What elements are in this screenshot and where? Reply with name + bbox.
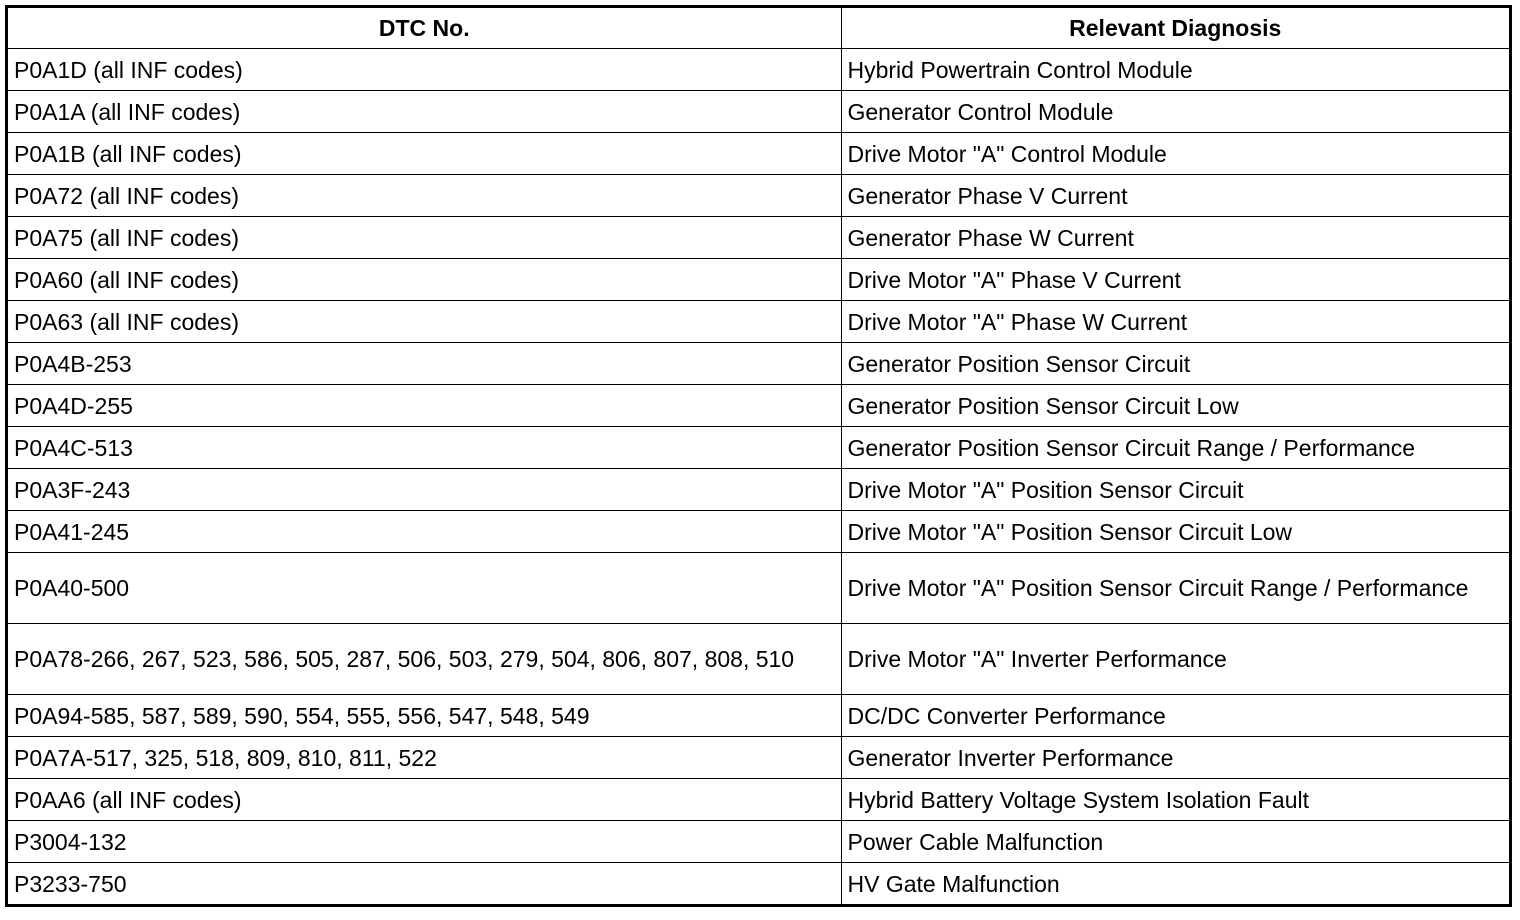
diagnosis-cell: Drive Motor "A" Position Sensor Circuit Range / Performance (841, 553, 1509, 624)
dtc-code-cell: P0A4B-253 (8, 343, 841, 385)
dtc-code-cell: P0A7A-517, 325, 518, 809, 810, 811, 522 (8, 737, 841, 779)
dtc-code-cell: P3233-750 (8, 863, 841, 905)
diagnosis-cell: Generator Position Sensor Circuit Range / Performance (841, 427, 1509, 469)
dtc-code-cell: P0A78-266, 267, 523, 586, 505, 287, 506, 503, 279, 504, 806, 807, 808, 510 (8, 624, 841, 695)
dtc-code-cell: P3004-132 (8, 821, 841, 863)
dtc-code-cell: P0A41-245 (8, 511, 841, 553)
table-row (8, 511, 1509, 553)
table-row (8, 779, 1509, 821)
diagnosis-cell: Generator Phase W Current (841, 217, 1509, 259)
dtc-code-cell: P0A60 (all INF codes) (8, 259, 841, 301)
table-row (8, 385, 1509, 427)
table-row (8, 737, 1509, 779)
table-row (8, 427, 1509, 469)
diagnosis-cell: Drive Motor "A" Phase W Current (841, 301, 1509, 343)
table-row (8, 175, 1509, 217)
dtc-table-container (5, 5, 1512, 907)
dtc-code-cell: P0A4C-513 (8, 427, 841, 469)
table-row (8, 343, 1509, 385)
header-relevant-diagnosis: Relevant Diagnosis (841, 8, 1509, 49)
dtc-code-cell: P0A72 (all INF codes) (8, 175, 841, 217)
header-dtc-no: DTC No. (8, 8, 841, 49)
dtc-code-cell: P0A4D-255 (8, 385, 841, 427)
table-row (8, 259, 1509, 301)
diagnosis-cell: Drive Motor "A" Inverter Performance (841, 624, 1509, 695)
diagnosis-cell: DC/DC Converter Performance (841, 695, 1509, 737)
table-row (8, 49, 1509, 91)
table-row (8, 469, 1509, 511)
dtc-code-cell: P0A40-500 (8, 553, 841, 624)
dtc-code-cell: P0A1D (all INF codes) (8, 49, 841, 91)
table-row (8, 91, 1509, 133)
diagnosis-cell: Hybrid Powertrain Control Module (841, 49, 1509, 91)
table-row (8, 624, 1509, 695)
diagnosis-cell: Generator Phase V Current (841, 175, 1509, 217)
table-row (8, 863, 1509, 905)
diagnosis-cell: Drive Motor "A" Phase V Current (841, 259, 1509, 301)
dtc-code-cell: P0A63 (all INF codes) (8, 301, 841, 343)
table-row (8, 217, 1509, 259)
diagnosis-cell: Power Cable Malfunction (841, 821, 1509, 863)
diagnosis-cell: Generator Position Sensor Circuit Low (841, 385, 1509, 427)
diagnosis-cell: Drive Motor "A" Control Module (841, 133, 1509, 175)
dtc-code-cell: P0AA6 (all INF codes) (8, 779, 841, 821)
table-header-row (8, 8, 1509, 49)
diagnosis-cell: Generator Control Module (841, 91, 1509, 133)
dtc-code-cell: P0A1B (all INF codes) (8, 133, 841, 175)
table-row (8, 301, 1509, 343)
table-row (8, 133, 1509, 175)
dtc-table (8, 8, 1509, 904)
dtc-code-cell: P0A94-585, 587, 589, 590, 554, 555, 556, 547, 548, 549 (8, 695, 841, 737)
diagnosis-cell: Generator Inverter Performance (841, 737, 1509, 779)
diagnosis-cell: Drive Motor "A" Position Sensor Circuit Low (841, 511, 1509, 553)
diagnosis-cell: Generator Position Sensor Circuit (841, 343, 1509, 385)
diagnosis-cell: HV Gate Malfunction (841, 863, 1509, 905)
dtc-code-cell: P0A3F-243 (8, 469, 841, 511)
table-row (8, 821, 1509, 863)
table-row (8, 553, 1509, 624)
diagnosis-cell: Hybrid Battery Voltage System Isolation Fault (841, 779, 1509, 821)
dtc-code-cell: P0A75 (all INF codes) (8, 217, 841, 259)
diagnosis-cell: Drive Motor "A" Position Sensor Circuit (841, 469, 1509, 511)
dtc-code-cell: P0A1A (all INF codes) (8, 91, 841, 133)
table-row (8, 695, 1509, 737)
